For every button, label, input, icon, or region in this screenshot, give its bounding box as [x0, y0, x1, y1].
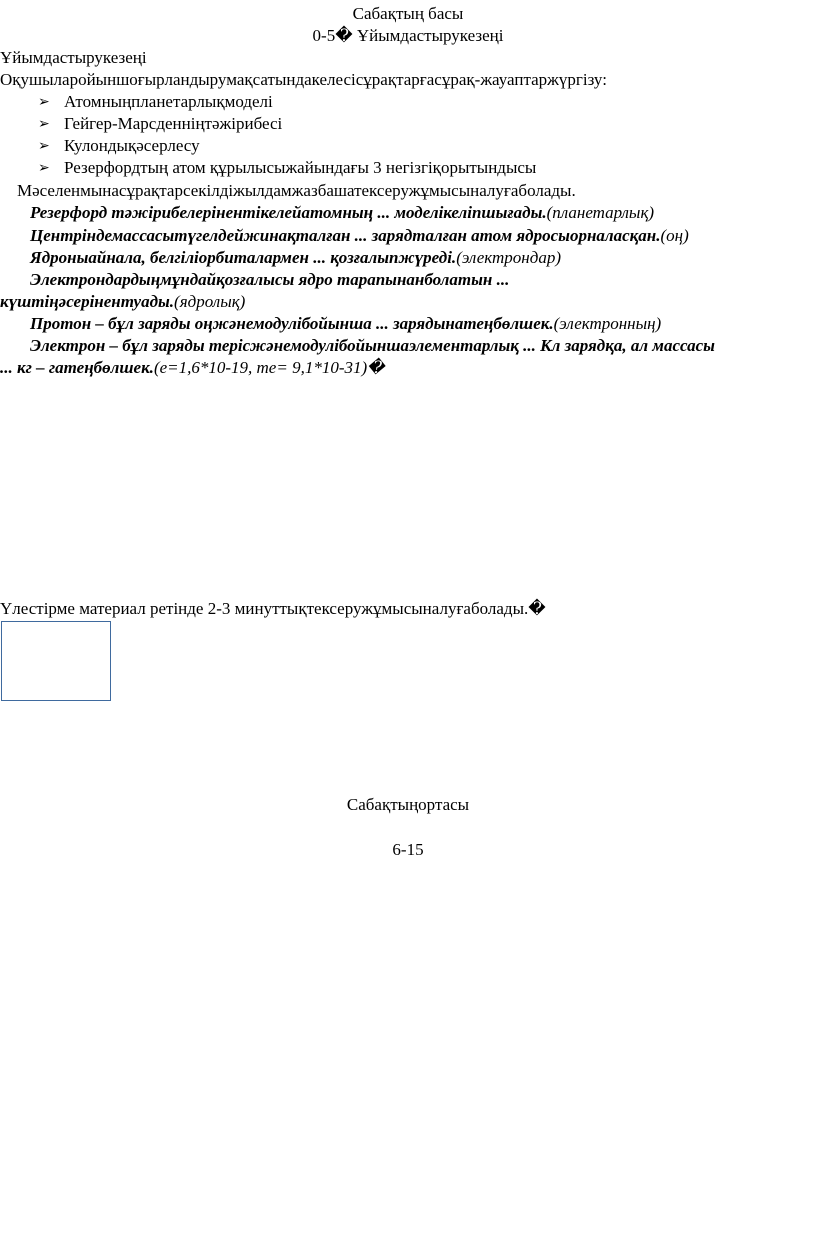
- lesson-middle-time: 6-15: [392, 840, 424, 859]
- time-stage-label: 0-5� Ұйымдастырукезеңі: [312, 26, 504, 45]
- handout-placeholder-box: [1, 621, 111, 701]
- arrowhead-bullet-icon: ➢: [38, 138, 50, 154]
- question-2: [30, 226, 689, 246]
- question-5: [30, 314, 661, 334]
- handout-text: Үлестірме материал ретінде 2-3 минуттықтексеружұмысыналуғаболады.�: [0, 599, 546, 618]
- instruction-text: Оқушыларойыншоғырландырумақсатындакелесісұрақтарғасұрақ-жауаптаржүргізу:: [0, 70, 607, 89]
- question-text: Резерфорд тәжірибелерінентікелейатомның ... моделікеліпшығады.: [30, 203, 547, 222]
- question-1: [30, 203, 654, 223]
- arrowhead-bullet-icon: ➢: [38, 160, 50, 176]
- question-text: Протон – бұл заряды оңжәнемодулібойынша ... зарядынатеңбөлшек.: [30, 314, 554, 333]
- question-answer: (электрондар): [456, 248, 562, 267]
- list-item: Кулондықәсерлесу: [64, 136, 200, 155]
- question-answer: (ядролық): [174, 292, 246, 311]
- arrowhead-bullet-icon: ➢: [38, 116, 50, 132]
- stage-label: Ұйымдастырукезеңі: [0, 48, 147, 67]
- question-text: ... кг – гатеңбөлшек.: [0, 358, 154, 377]
- list-item: Атомныңпланетарлықмоделі: [64, 92, 273, 111]
- question-3: [30, 248, 561, 268]
- question-4-line-1: Электрондардыңмұндайқозғалысы ядро тарапынанболатын ...: [30, 270, 510, 289]
- lesson-middle-title: Сабақтыңортасы: [346, 795, 470, 814]
- question-4-line-2: [0, 292, 245, 312]
- list-item: Резерфордтың атом құрылысыжайындағы 3 негізгіқорытындысы: [64, 158, 537, 177]
- arrowhead-bullet-icon: ➢: [38, 94, 50, 110]
- question-answer: (планетарлық): [546, 203, 655, 222]
- question-6-line-2: [0, 358, 385, 378]
- question-text: күштіңәсерінентуады.: [0, 292, 175, 311]
- lesson-header-title: Сабақтың басы: [352, 4, 464, 23]
- question-answer: (e=1,6*10-19, me= 9,1*10-31)�: [153, 358, 385, 377]
- question-answer: (электронның): [553, 314, 662, 333]
- task-intro-text: Мәселенмынасұрақтарсекілдіжылдамжазбашатексеружұмысыналуғаболады.: [17, 181, 576, 200]
- list-item: Гейгер-Марсденніңтәжірибесі: [64, 114, 283, 133]
- question-text: Центріндемассасытүгелдейжинақталған ... зарядталған атом ядросыорналасқан.: [30, 226, 661, 245]
- question-text: Ядроныайнала, белгіліорбиталармен ... қозғалыпжүреді.: [30, 248, 457, 267]
- question-6-line-1: Электрон – бұл заряды терісжәнемодулібойыншаэлементарлық ... Кл зарядқа, ал массасы: [30, 336, 715, 355]
- question-answer: (оң): [660, 226, 689, 245]
